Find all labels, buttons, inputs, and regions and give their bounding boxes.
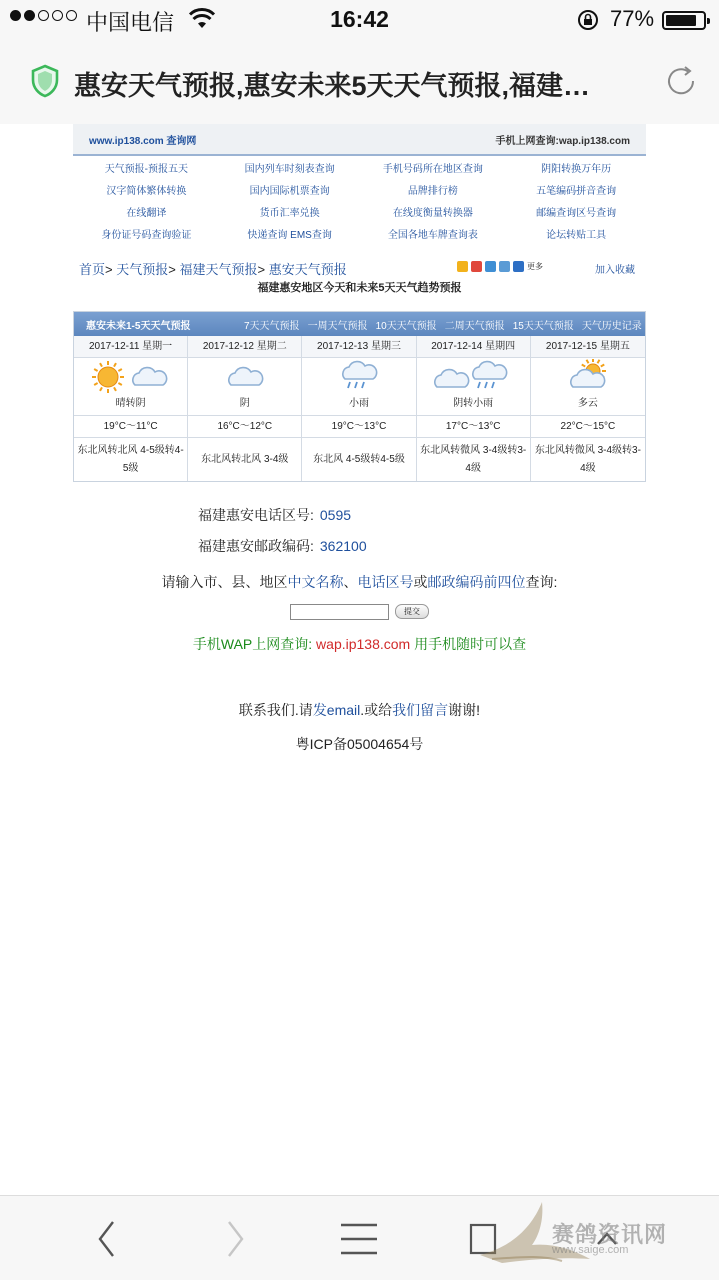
forecast-temperature: 19°C～13°C (302, 416, 415, 438)
area-code-label: 福建惠安电话区号: (198, 507, 314, 523)
partly-cloudy-icon (531, 358, 645, 396)
breadcrumb-city[interactable]: 惠安天气预报 (268, 262, 347, 277)
search-input[interactable] (290, 604, 389, 620)
forecast-wind: 东北风转微风 3-4级转3-4级 (420, 444, 527, 474)
forecast-grid (74, 336, 645, 481)
wap-link[interactable]: wap.ip138.com (316, 636, 411, 652)
contact-suffix: 谢谢! (448, 702, 481, 718)
forecast-date: 2017-12-12 星期二 (188, 336, 301, 358)
carrier-name: 中国电信 (86, 10, 175, 35)
weibo-icon[interactable] (471, 261, 482, 272)
qzone-icon[interactable] (457, 261, 468, 272)
shield-icon (30, 64, 60, 103)
site-header (73, 124, 646, 156)
web-page (73, 124, 646, 482)
forecast-condition: 多云 (531, 396, 645, 416)
forecast-link[interactable]: 15天天气预报 (512, 320, 574, 332)
menu-icon[interactable] (334, 1216, 384, 1262)
postal-label: 福建惠安邮政编码: (198, 538, 314, 554)
watermark-text: 赛鸽资讯网 (552, 1222, 668, 1247)
quick-link[interactable]: 快递查询 EMS查询 (247, 230, 332, 241)
quick-link[interactable]: 国内国际机票查询 (249, 186, 330, 197)
forecast-day (74, 336, 188, 481)
forecast-wind: 东北风 4-5级转4-5级 (313, 453, 405, 465)
forecast-link[interactable]: 10天天气预报 (375, 320, 437, 332)
share-more-label[interactable]: 更多 (527, 262, 543, 271)
query-link-name[interactable]: 中文名称 (287, 574, 344, 590)
forecast-date: 2017-12-14 星期四 (417, 336, 530, 358)
status-bar (0, 0, 719, 40)
rotation-lock-icon (576, 8, 600, 37)
forecast-date: 2017-12-11 星期一 (74, 336, 187, 358)
postal-row (198, 536, 367, 556)
breadcrumb-sep: > (168, 262, 176, 277)
battery-icon (662, 11, 706, 30)
breadcrumb-row (73, 253, 646, 281)
quick-link[interactable]: 在线度衡量转换器 (392, 208, 473, 219)
contact-mid: .或给 (360, 702, 393, 718)
area-code-value: 0595 (319, 507, 352, 523)
contact-prefix: 联系我们.请 (238, 702, 313, 718)
quick-link[interactable]: 货币汇率兑换 (259, 208, 320, 219)
renren-icon[interactable] (499, 261, 510, 272)
quick-link[interactable]: 汉字简体繁体转换 (106, 186, 187, 197)
forward-icon[interactable] (210, 1216, 260, 1262)
icp-text: 粤ICP备05004654号 (295, 736, 424, 752)
forecast-temperature: 19°C～11°C (74, 416, 187, 438)
forecast-link[interactable]: 天气历史记录 (581, 320, 642, 332)
query-link-areacode[interactable]: 电话区号 (357, 574, 414, 590)
cloud-icon (188, 358, 301, 396)
quick-link[interactable]: 阴阳转换万年历 (541, 164, 612, 175)
quick-link[interactable]: 五笔编码拼音查询 (536, 186, 617, 197)
forecast-day (302, 336, 416, 481)
forecast-title: 福建惠安地区今天和未来5天天气趋势预报 (257, 282, 462, 294)
cloud-rain-icon (417, 358, 530, 396)
breadcrumb-province[interactable]: 福建天气预报 (179, 262, 258, 277)
query-link-postal[interactable]: 邮政编码前四位 (427, 574, 526, 590)
reload-icon[interactable] (662, 62, 700, 105)
query-suffix: 查询: (525, 574, 558, 590)
sun-cloud-icon (74, 358, 187, 396)
battery-percent: 77% (610, 6, 655, 31)
forecast-temperature: 22°C～15°C (531, 416, 645, 438)
forecast-temperature: 17°C～13°C (417, 416, 530, 438)
forecast-wind: 东北风转微风 3-4级转3-4级 (534, 444, 641, 474)
forecast-wind: 东北风转北风 4-5级转4-5级 (77, 444, 184, 474)
email-link[interactable]: 发email (312, 702, 361, 718)
query-prompt (0, 572, 719, 592)
quick-link[interactable]: 全国各地车牌查询表 (387, 230, 478, 241)
forecast-link[interactable]: 7天天气预报 (244, 320, 300, 332)
page-title[interactable]: 惠安天气预报,惠安未来5天天气预报,福建… (74, 71, 591, 101)
forecast-link[interactable]: 一周天气预报 (307, 320, 368, 332)
clock: 16:42 (330, 6, 389, 32)
quick-link[interactable]: 国内列车时刻表查询 (244, 164, 335, 175)
forecast-bar-heading: 惠安未来1-5天天气预报 (86, 320, 191, 332)
breadcrumb-sep: > (105, 262, 113, 277)
watermark-url: www.saige.com (552, 1244, 629, 1256)
forecast-condition: 晴转阴 (74, 396, 187, 416)
quick-link[interactable]: 品牌排行榜 (407, 186, 458, 197)
site-wap-text: 手机上网查询:wap.ip138.com (495, 135, 630, 147)
wap-line (0, 634, 719, 654)
forecast-date: 2017-12-13 星期三 (302, 336, 415, 358)
quick-link[interactable]: 手机号码所在地区查询 (382, 164, 483, 175)
breadcrumb-weather[interactable]: 天气预报 (116, 262, 169, 277)
breadcrumb (79, 259, 347, 278)
forecast-link[interactable]: 二周天气预报 (444, 320, 505, 332)
forecast-condition: 阴转小雨 (417, 396, 530, 416)
forecast-condition: 阴 (188, 396, 301, 416)
quick-link[interactable]: 天气预报-预报五天 (104, 164, 189, 175)
add-favorite-link[interactable]: 加入收藏 (595, 265, 635, 276)
site-name-link[interactable]: www.ip138.com 查询网 (89, 135, 197, 147)
forecast-wind: 东北风转北风 3-4级 (201, 453, 289, 465)
query-sep: 或 (413, 574, 428, 590)
forecast-day (417, 336, 531, 481)
wap-prefix: 手机WAP上网查询: (192, 636, 313, 652)
forecast-day (531, 336, 645, 481)
quick-link[interactable]: 论坛转贴工具 (546, 230, 607, 241)
forecast-date: 2017-12-15 星期五 (531, 336, 645, 358)
quick-link[interactable]: 在线翻译 (126, 208, 167, 219)
postal-value: 362100 (319, 538, 367, 554)
query-prefix: 请输入市、县、地区 (161, 574, 288, 590)
forecast-table (73, 311, 646, 482)
wap-suffix: 用手机随时可以查 (414, 636, 527, 652)
rain-icon (302, 358, 415, 396)
quick-link[interactable]: 身份证号码查询验证 (101, 230, 192, 241)
message-link[interactable]: 我们留言 (392, 702, 449, 718)
back-icon[interactable] (82, 1216, 132, 1262)
forecast-temperature: 16°C～12°C (188, 416, 301, 438)
breadcrumb-home[interactable]: 首页 (79, 262, 106, 277)
tqq-icon[interactable] (485, 261, 496, 272)
quick-link[interactable]: 邮编查询区号查询 (536, 208, 617, 219)
submit-button[interactable]: 提交 (395, 604, 429, 619)
address-bar[interactable] (0, 40, 719, 124)
area-code-row (198, 505, 351, 525)
forecast-condition: 小雨 (302, 396, 415, 416)
breadcrumb-sep: > (257, 262, 266, 277)
quick-links (73, 156, 646, 243)
forecast-bar (74, 312, 645, 336)
query-sep: 、 (343, 574, 358, 590)
contact-line (0, 700, 719, 720)
forecast-day (188, 336, 302, 481)
share-bar (457, 261, 543, 272)
share-more-icon[interactable] (513, 261, 524, 272)
